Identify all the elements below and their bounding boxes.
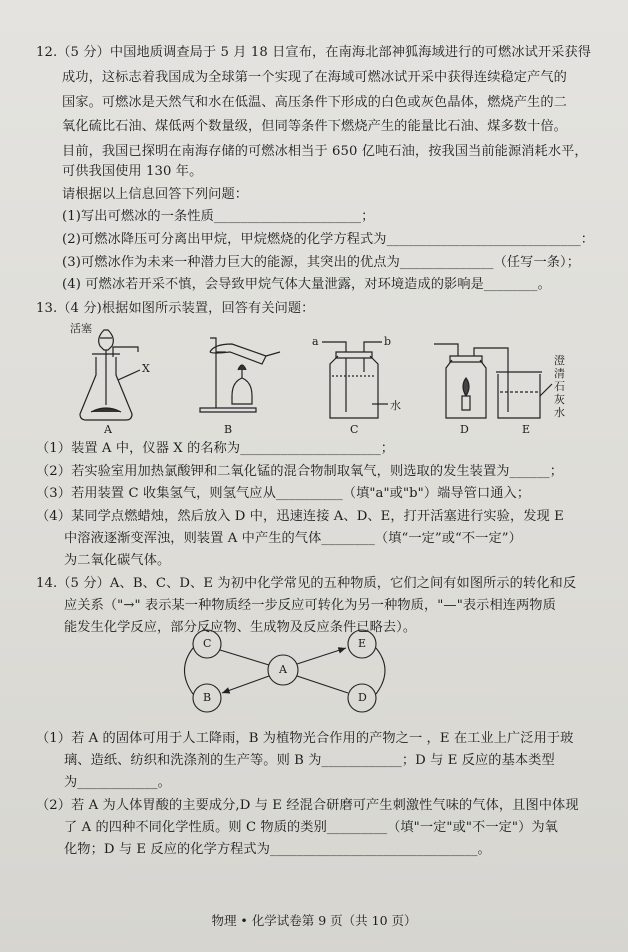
q12-line-1: 12.（5 分）中国地质调查局于 5 月 18 日宣布，在南海北部神狐海域进行的可燃冰试开采获得 xyxy=(36,45,592,60)
label-stopcock: 活塞 xyxy=(70,322,92,335)
q12-line-2: 成功，这标志着我国成为全球第一个实现了在海域可燃冰试开采中获得连续稳定产气的 xyxy=(62,70,567,85)
q14-line-3: 能发生化学反应，部分反应物、生成物及反应条件已略去）。 xyxy=(64,620,417,635)
q13-sub-2: （2）若实验室用加热氯酸钾和二氧化锰的混合物制取氧气，则选取的发生装置为______； xyxy=(36,464,563,479)
q12-line-5: 目前，我国已探明在南海存储的可燃冰相当于 650 亿吨石油，按我国当前能源消耗水平， xyxy=(62,144,588,159)
label-limewater: 澄 清 石 灰 水 xyxy=(554,354,565,419)
label-port-b: b xyxy=(384,335,392,348)
q12-line-7: 请根据以上信息回答下列问题： xyxy=(62,187,249,202)
q13-sub-1: （1）装置 A 中，仪器 X 的名称为_____________________； xyxy=(36,441,395,456)
q14-sub-1c: 为____________。 xyxy=(64,775,171,790)
q13-sub-4c: 为二氧化碳气体。 xyxy=(64,553,171,568)
caption-d: D xyxy=(460,423,469,436)
q12-line-3: 国家。可燃冰是天然气和水在低温、高压条件下形成的白色或灰色晶体，燃烧产生的二 xyxy=(62,95,567,110)
q12-line-4: 氧化硫比石油、煤低两个数量级，但同等条件下燃烧产生的能量比石油、煤多数十倍。 xyxy=(62,119,567,134)
caption-a: A xyxy=(104,423,112,436)
edge-a-c xyxy=(220,650,269,665)
q13-title: 13.（4 分)根据如图所示装置，回答有关问题： xyxy=(36,301,315,316)
q13-sub-4b: 中溶液逐渐变浑浊，则装置 A 中产生的气体________（填“一定”或“不一定”） xyxy=(64,531,522,546)
q12-sub-1: (1)写出可燃冰的一条性质______________________； xyxy=(62,209,375,224)
node-c: C xyxy=(203,637,212,650)
edge-a-d xyxy=(297,676,348,693)
q14-sub-1b: 璃、造纸、纺织和洗涤剂的生产等。则 B 为____________；D 与 E 反应的基本类型 xyxy=(64,753,555,768)
arrow-a-b xyxy=(222,676,269,693)
q14-line-1: 14.（5 分）A、B、C、D、E 为初中化学常见的五种物质，它们之间有如图所示的转化和反 xyxy=(36,576,577,591)
arrow-a-e xyxy=(297,648,346,664)
label-port-a: a xyxy=(312,335,319,348)
label-x: X xyxy=(142,362,150,375)
q14-sub-2c: 化物；D 与 E 反应的化学方程式为_______________________________。 xyxy=(64,842,491,857)
caption-b: B xyxy=(224,423,233,436)
edge-e-d xyxy=(376,648,385,694)
label-water: 水 xyxy=(390,399,401,412)
caption-e: E xyxy=(522,423,531,436)
caption-c: C xyxy=(350,423,359,436)
node-b: B xyxy=(203,691,212,704)
node-e: E xyxy=(358,637,367,650)
node-d: D xyxy=(358,691,367,704)
node-a: A xyxy=(279,663,287,676)
q14-sub-2b: 了 A 的四种不同化学性质。则 C 物质的类别_________（填"一定"或"不一定"）为氧 xyxy=(64,820,558,835)
q14-line-2: 应关系（"→" 表示某一种物质经一步反应可转化为另一种物质，"—"表示相连两物质 xyxy=(64,598,556,613)
q12-sub-3: (3)可燃冰作为未来一种潜力巨大的能源，其突出的优点为______________（任写一条）； xyxy=(62,255,581,270)
q14-sub-1a: （1）若 A 的固体可用于人工降雨，B 为植物光合作用的产物之一 ，E 在工业上广泛用于玻 xyxy=(36,731,574,746)
q12-line-6: 可供我国使用 130 年。 xyxy=(62,164,203,179)
q13-sub-4a: （4）某同学点燃蜡烛，然后放入 D 中，迅速连接 A、D、E，打开活塞进行实验，发现 E xyxy=(36,509,564,524)
q12-sub-2: (2)可燃冰降压可分离出甲烷，甲烷燃烧的化学方程式为_____________________________： xyxy=(62,232,594,247)
page-footer: 物理 • 化学试卷第 9 页（共 10 页） xyxy=(211,913,417,928)
q13-sub-3: （3）若用装置 C 收集氢气，则氢气应从__________（填"a"或"b"）端导管口通入； xyxy=(36,486,531,501)
edge-c-b xyxy=(185,648,194,694)
q12-sub-4: (4) 可燃冰若开采不慎，会导致甲烷气体大量泄露，对环境造成的影响是________。 xyxy=(62,277,551,292)
q14-sub-2a: （2）若 A 为人体胃酸的主要成分,D 与 E 经混合研磨可产生刺激性气味的气体，且图中体现 xyxy=(36,798,579,813)
